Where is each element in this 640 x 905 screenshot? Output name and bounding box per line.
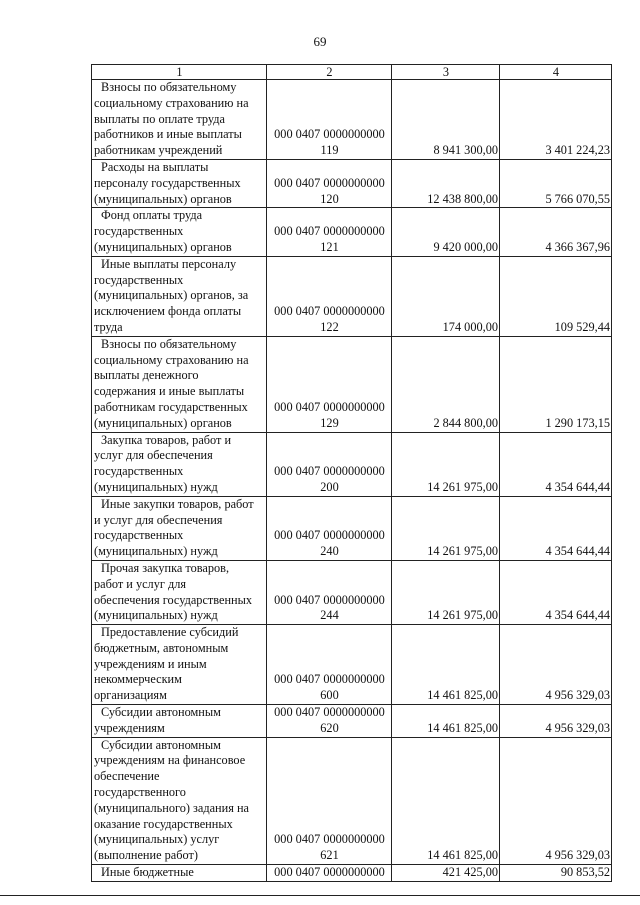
row-name-text: (выполнение работ) bbox=[94, 848, 198, 863]
row-name-text: (муниципальных) нужд bbox=[94, 544, 218, 559]
row-name-text: бюджетным, автономным bbox=[94, 640, 229, 655]
row-code-cell bbox=[267, 560, 392, 624]
row-name-line bbox=[94, 160, 265, 176]
row-amount-col4: 90 853,52 bbox=[500, 865, 612, 882]
row-code-line: 000 0407 0000000000 bbox=[274, 865, 385, 880]
row-name-cell bbox=[92, 432, 267, 496]
row-name-text: труда bbox=[94, 319, 123, 334]
row-code-line: 620 bbox=[320, 720, 339, 735]
row-name-line bbox=[94, 368, 265, 384]
row-name-line bbox=[94, 192, 265, 208]
row-name-line bbox=[94, 657, 265, 673]
row-name-text: исключением фонда оплаты bbox=[94, 304, 242, 319]
row-name-text: учреждениям и иным bbox=[94, 656, 207, 671]
row-name-text: государственных bbox=[94, 272, 184, 287]
row-code-line: 129 bbox=[320, 415, 339, 430]
row-amount-col4: 5 766 070,55 bbox=[500, 159, 612, 207]
row-amount-col3: 12 438 800,00 bbox=[392, 159, 500, 207]
row-code-cell bbox=[267, 737, 392, 864]
page-bottom-rule bbox=[0, 895, 640, 896]
row-code-line: 240 bbox=[320, 544, 339, 559]
row-name-cell bbox=[92, 737, 267, 864]
row-name-text: (муниципальных) нужд bbox=[94, 608, 218, 623]
row-amount-col3: 14 461 825,00 bbox=[392, 737, 500, 864]
row-name-text: Взносы по обязательному bbox=[101, 80, 237, 94]
row-name-line bbox=[94, 224, 265, 240]
row-name-text: некоммерческим bbox=[94, 672, 182, 687]
row-name-cell bbox=[92, 80, 267, 160]
row-code-line: 000 0407 0000000000 bbox=[274, 464, 385, 479]
row-code-cell bbox=[267, 336, 392, 432]
page-number: 69 bbox=[313, 34, 327, 49]
row-name-text: учреждениям bbox=[94, 720, 165, 735]
row-name-text: государственных bbox=[94, 464, 184, 479]
row-name-line bbox=[94, 785, 265, 801]
row-name-line bbox=[94, 688, 265, 704]
table-row bbox=[92, 705, 612, 738]
row-name-cell bbox=[92, 256, 267, 336]
row-name-text: (муниципальных) органов bbox=[94, 191, 232, 206]
row-name-text: учреждениям на финансовое bbox=[94, 753, 246, 768]
row-name-text: выплаты по оплате труда bbox=[94, 111, 225, 126]
row-name-line bbox=[94, 705, 265, 721]
row-amount-col4: 1 290 173,15 bbox=[500, 336, 612, 432]
row-name-line bbox=[94, 577, 265, 593]
row-name-text: (муниципальных) органов, за bbox=[94, 288, 249, 303]
row-name-cell bbox=[92, 560, 267, 624]
row-name-line bbox=[94, 176, 265, 192]
row-name-text: социальному страхованию на bbox=[94, 95, 249, 110]
row-name-text: Иные закупки товаров, работ bbox=[101, 496, 254, 511]
row-name-line bbox=[94, 641, 265, 657]
row-name-line bbox=[94, 448, 265, 464]
row-name-text: работникам учреждений bbox=[94, 143, 223, 158]
row-name-text: обеспечения государственных bbox=[94, 592, 253, 607]
column-number-row bbox=[92, 65, 612, 80]
row-amount-col4: 4 354 644,44 bbox=[500, 432, 612, 496]
row-name-line bbox=[94, 320, 265, 336]
row-name-text: (муниципальных) органов bbox=[94, 415, 232, 430]
row-name-line bbox=[94, 528, 265, 544]
row-name-text: выплаты денежного bbox=[94, 368, 199, 383]
row-name-text: Субсидии автономным bbox=[101, 705, 221, 720]
row-name-text: (муниципальных) услуг bbox=[94, 832, 220, 847]
row-name-line bbox=[94, 848, 265, 864]
row-name-line bbox=[94, 96, 265, 112]
row-code-line: 000 0407 0000000000 bbox=[274, 224, 385, 239]
row-code-line: 122 bbox=[320, 319, 339, 334]
row-name-line bbox=[94, 593, 265, 609]
row-amount-col3: 2 844 800,00 bbox=[392, 336, 500, 432]
table-row bbox=[92, 159, 612, 207]
row-name-text: Иные выплаты персоналу bbox=[101, 256, 237, 271]
row-code-line: 600 bbox=[320, 688, 339, 703]
row-name-text: Субсидии автономным bbox=[101, 737, 221, 752]
row-amount-col3: 9 420 000,00 bbox=[392, 208, 500, 256]
row-name-line bbox=[94, 832, 265, 848]
table-row bbox=[92, 496, 612, 560]
row-amount-col3: 174 000,00 bbox=[392, 256, 500, 336]
row-name-text: содержания и иные выплаты bbox=[94, 384, 245, 399]
row-code-cell bbox=[267, 705, 392, 738]
column-header-2: 2 bbox=[267, 65, 392, 80]
column-header-1: 1 bbox=[92, 65, 267, 80]
row-code-line: 119 bbox=[320, 143, 339, 158]
row-name-cell bbox=[92, 336, 267, 432]
row-code-cell bbox=[267, 80, 392, 160]
row-name-line bbox=[94, 112, 265, 128]
row-name-line bbox=[94, 801, 265, 817]
row-name-line bbox=[94, 513, 265, 529]
row-name-line bbox=[94, 738, 265, 754]
row-name-line bbox=[94, 497, 265, 513]
row-code-line: 120 bbox=[320, 191, 339, 206]
row-name-line bbox=[94, 625, 265, 641]
table-row bbox=[92, 208, 612, 256]
row-name-line bbox=[94, 304, 265, 320]
table-row bbox=[92, 80, 612, 160]
row-name-text: государственных bbox=[94, 528, 184, 543]
row-amount-col4: 4 956 329,03 bbox=[500, 737, 612, 864]
row-amount-col4: 4 956 329,03 bbox=[500, 705, 612, 738]
row-name-line bbox=[94, 464, 265, 480]
row-name-text: (муниципальных) нужд bbox=[94, 479, 218, 494]
row-name-line bbox=[94, 608, 265, 624]
row-name-cell bbox=[92, 625, 267, 705]
table-row bbox=[92, 737, 612, 864]
row-name-line bbox=[94, 544, 265, 560]
row-name-text: работников и иные выплаты bbox=[94, 127, 242, 142]
row-name-cell bbox=[92, 208, 267, 256]
row-code-line: 000 0407 0000000000 bbox=[274, 127, 385, 142]
row-name-line bbox=[94, 127, 265, 143]
row-code-cell bbox=[267, 432, 392, 496]
budget-table-body bbox=[92, 65, 612, 882]
row-name-line bbox=[94, 80, 265, 96]
row-code-cell bbox=[267, 208, 392, 256]
row-name-text: государственного bbox=[94, 785, 186, 800]
table-row bbox=[92, 336, 612, 432]
row-name-line bbox=[94, 337, 265, 353]
row-name-text: Прочая закупка товаров, bbox=[101, 560, 230, 575]
column-header-4: 4 bbox=[500, 65, 612, 80]
row-name-text: социальному страхованию на bbox=[94, 352, 249, 367]
row-name-text: Предоставление субсидий bbox=[101, 625, 239, 640]
row-name-text: работникам государственных bbox=[94, 399, 248, 414]
row-name-line bbox=[94, 400, 265, 416]
row-code-cell bbox=[267, 496, 392, 560]
row-name-text: Иные бюджетные bbox=[101, 865, 194, 880]
row-name-line bbox=[94, 433, 265, 449]
row-code-line: 000 0407 0000000000 bbox=[274, 175, 385, 190]
table-row bbox=[92, 865, 612, 882]
row-name-line bbox=[94, 240, 265, 256]
table-row bbox=[92, 256, 612, 336]
row-amount-col4: 109 529,44 bbox=[500, 256, 612, 336]
row-amount-col3: 14 461 825,00 bbox=[392, 705, 500, 738]
row-code-line: 000 0407 0000000000 bbox=[274, 399, 385, 414]
row-name-line bbox=[94, 273, 265, 289]
row-name-line bbox=[94, 753, 265, 769]
row-amount-col4: 4 354 644,44 bbox=[500, 496, 612, 560]
row-name-cell bbox=[92, 705, 267, 738]
row-name-text: и услуг для обеспечения bbox=[94, 512, 223, 527]
row-code-line: 000 0407 0000000000 bbox=[274, 705, 385, 720]
table-row bbox=[92, 625, 612, 705]
row-code-line: 000 0407 0000000000 bbox=[274, 832, 385, 847]
row-name-text: работ и услуг для bbox=[94, 576, 187, 591]
row-name-line bbox=[94, 721, 265, 737]
table-row bbox=[92, 432, 612, 496]
row-name-line bbox=[94, 143, 265, 159]
row-amount-col3: 421 425,00 bbox=[392, 865, 500, 882]
row-name-line bbox=[94, 353, 265, 369]
budget-table bbox=[91, 64, 612, 882]
row-name-cell bbox=[92, 865, 267, 882]
row-name-text: персоналу государственных bbox=[94, 175, 241, 190]
table-row bbox=[92, 560, 612, 624]
row-name-line bbox=[94, 208, 265, 224]
row-name-text: Фонд оплаты труда bbox=[101, 208, 203, 223]
row-name-line bbox=[94, 561, 265, 577]
row-code-cell bbox=[267, 625, 392, 705]
row-amount-col4: 3 401 224,23 bbox=[500, 80, 612, 160]
row-amount-col3: 14 261 975,00 bbox=[392, 560, 500, 624]
row-name-line bbox=[94, 480, 265, 496]
row-name-text: Закупка товаров, работ и bbox=[101, 432, 232, 447]
row-name-text: оказание государственных bbox=[94, 816, 233, 831]
row-code-cell bbox=[267, 865, 392, 882]
row-amount-col3: 14 261 975,00 bbox=[392, 432, 500, 496]
row-code-cell bbox=[267, 159, 392, 207]
row-name-text: Взносы по обязательному bbox=[101, 336, 237, 351]
row-name-text: Расходы на выплаты bbox=[101, 159, 209, 174]
row-name-cell bbox=[92, 159, 267, 207]
row-name-text: организациям bbox=[94, 688, 167, 703]
row-name-line bbox=[94, 416, 265, 432]
row-name-cell bbox=[92, 496, 267, 560]
row-amount-col4: 4 366 367,96 bbox=[500, 208, 612, 256]
row-code-line: 244 bbox=[320, 608, 339, 623]
row-name-text: (муниципального) задания на bbox=[94, 800, 249, 815]
row-name-text: услуг для обеспечения bbox=[94, 448, 213, 463]
row-name-line bbox=[94, 384, 265, 400]
column-header-3: 3 bbox=[392, 65, 500, 80]
row-name-line bbox=[94, 257, 265, 273]
row-code-line: 000 0407 0000000000 bbox=[274, 528, 385, 543]
row-name-line bbox=[94, 865, 265, 881]
row-amount-col3: 8 941 300,00 bbox=[392, 80, 500, 160]
row-amount-col4: 4 956 329,03 bbox=[500, 625, 612, 705]
row-code-line: 121 bbox=[320, 239, 339, 254]
row-code-line: 621 bbox=[320, 848, 339, 863]
row-code-line: 000 0407 0000000000 bbox=[274, 672, 385, 687]
row-name-line bbox=[94, 817, 265, 833]
row-name-text: государственных bbox=[94, 224, 184, 239]
row-name-line bbox=[94, 672, 265, 688]
row-name-text: (муниципальных) органов bbox=[94, 239, 232, 254]
row-amount-col4: 4 354 644,44 bbox=[500, 560, 612, 624]
row-code-cell bbox=[267, 256, 392, 336]
row-amount-col3: 14 461 825,00 bbox=[392, 625, 500, 705]
row-name-line bbox=[94, 769, 265, 785]
row-name-text: обеспечение bbox=[94, 769, 160, 784]
row-code-line: 000 0407 0000000000 bbox=[274, 592, 385, 607]
row-code-line: 000 0407 0000000000 bbox=[274, 304, 385, 319]
row-code-line: 200 bbox=[320, 479, 339, 494]
row-amount-col3: 14 261 975,00 bbox=[392, 496, 500, 560]
row-name-line bbox=[94, 288, 265, 304]
